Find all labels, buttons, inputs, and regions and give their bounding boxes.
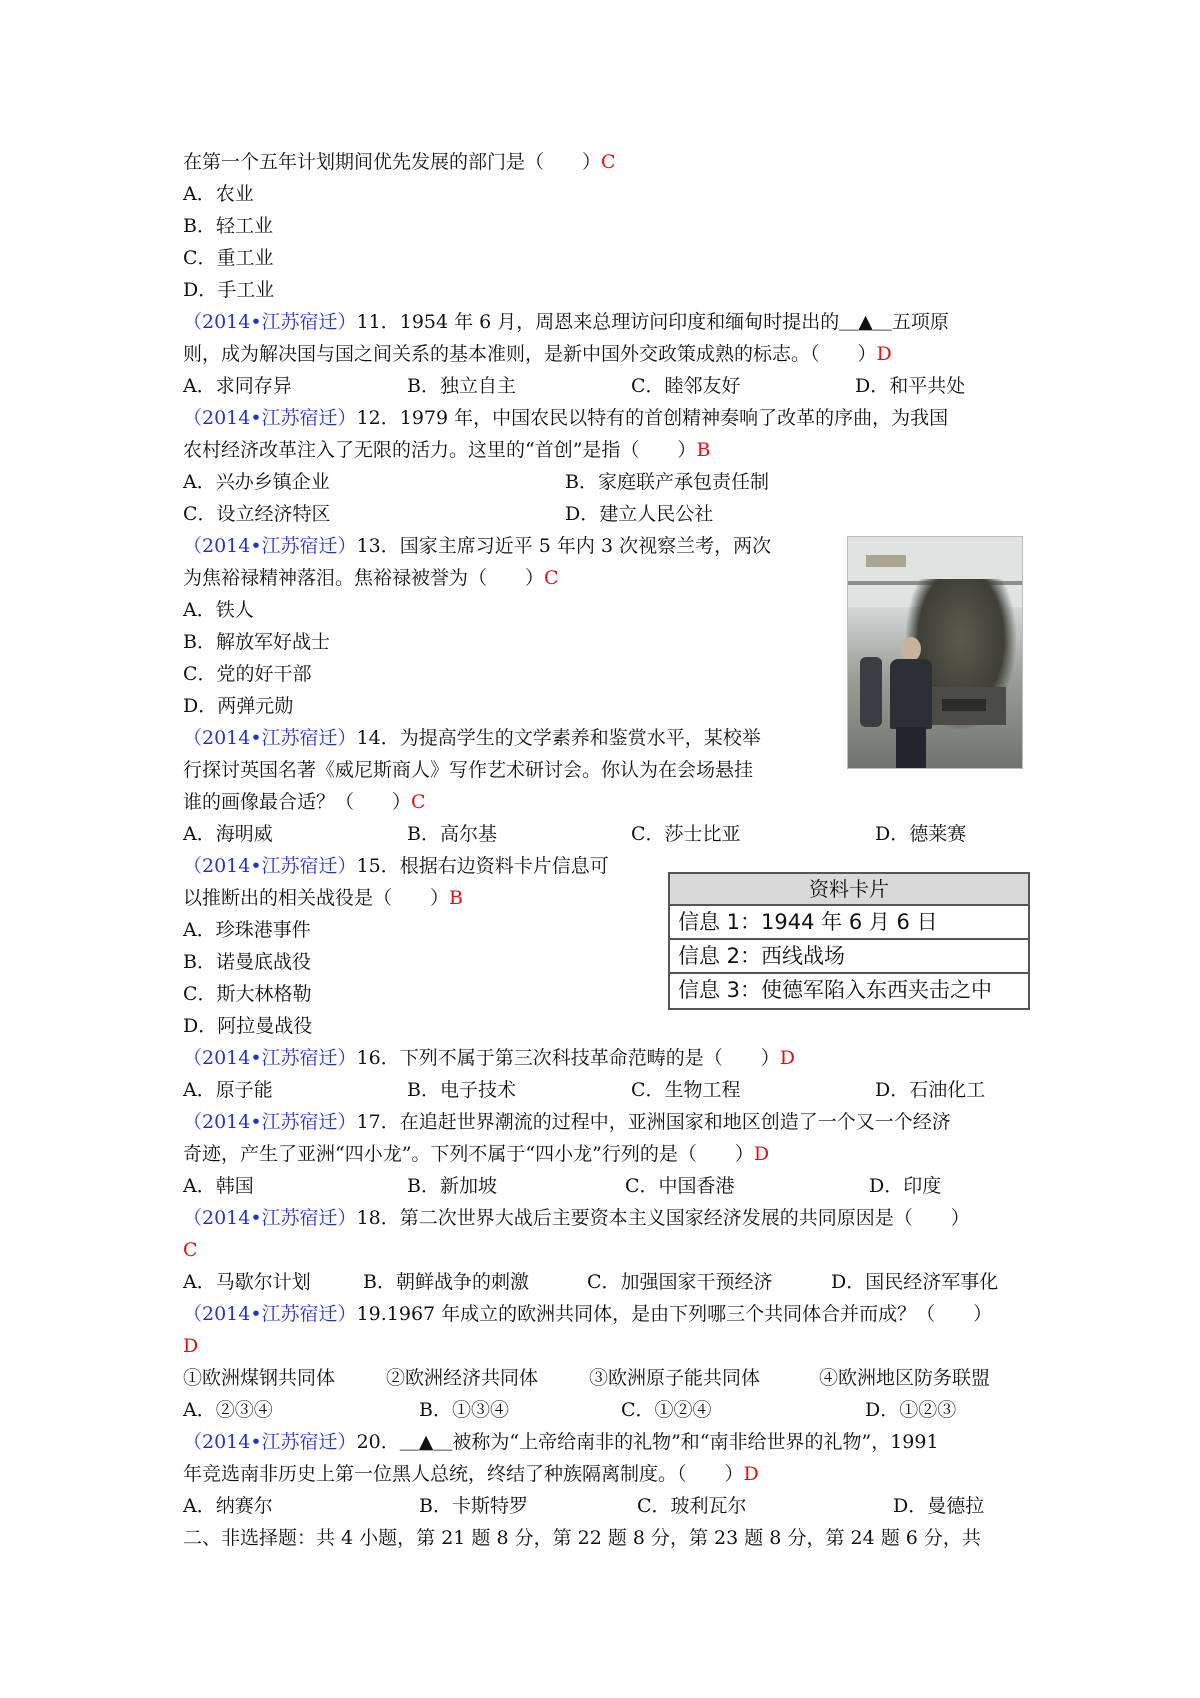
options-row bbox=[183, 1492, 984, 1520]
option: D．国民经济军事化 bbox=[831, 1271, 999, 1293]
options-row bbox=[183, 1172, 941, 1200]
item: ②欧洲经济共同体 bbox=[386, 1367, 539, 1389]
stem-text: 以推断出的相关战役是（ ） bbox=[183, 887, 450, 909]
question-17-stem bbox=[183, 1108, 951, 1136]
question-12-stem bbox=[183, 404, 948, 432]
answer-key: D bbox=[743, 1463, 759, 1485]
option: D．印度 bbox=[869, 1175, 942, 1197]
option: A．农业 bbox=[183, 183, 254, 205]
stem-text: 年竞选南非历史上第一位黑人总统，终结了种族隔离制度。（ ） bbox=[183, 1463, 744, 1485]
answer-key: B bbox=[696, 439, 711, 461]
question-16-stem bbox=[183, 1044, 795, 1072]
source-tag: （2014•江苏宿迁） bbox=[183, 727, 357, 749]
option: B．电子技术 bbox=[407, 1079, 516, 1101]
answer-key: D bbox=[876, 343, 892, 365]
answer-key: C bbox=[183, 1239, 198, 1261]
options-row bbox=[183, 500, 713, 528]
section-2-heading: 二、非选择题：共 4 小题，第 21 题 8 分，第 22 题 8 分，第 23 题 8 分，第 24 题 6 分，共 bbox=[183, 1527, 981, 1549]
option: A．②③④ bbox=[183, 1399, 273, 1421]
options-row bbox=[183, 1268, 998, 1296]
source-tag: （2014•江苏宿迁） bbox=[183, 1207, 357, 1229]
answer-key: D bbox=[779, 1047, 795, 1069]
option: C．党的好干部 bbox=[183, 663, 312, 685]
question-17-stem-cont bbox=[183, 1140, 769, 1168]
option: B．高尔基 bbox=[407, 823, 497, 845]
answer-key: C bbox=[544, 567, 559, 589]
option: C．重工业 bbox=[183, 247, 274, 269]
source-tag: （2014•江苏宿迁） bbox=[183, 1303, 357, 1325]
option: A．纳赛尔 bbox=[183, 1495, 273, 1517]
stem-text: 15．根据右边资料卡片信息可 bbox=[356, 855, 609, 877]
question-13-stem bbox=[183, 532, 771, 560]
question-14-stem-cont bbox=[183, 788, 426, 816]
question-18-stem bbox=[183, 1204, 970, 1232]
stem-text: 18．第二次世界大战后主要资本主义国家经济发展的共同原因是（ ） bbox=[356, 1207, 970, 1229]
option: B．解放军好战士 bbox=[183, 631, 330, 653]
option: D．和平共处 bbox=[855, 375, 966, 397]
source-tag: （2014•江苏宿迁） bbox=[183, 407, 357, 429]
option: D．曼德拉 bbox=[893, 1495, 985, 1517]
item: ③欧洲原子能共同体 bbox=[589, 1367, 761, 1389]
option: A．原子能 bbox=[183, 1079, 273, 1101]
background-person bbox=[860, 657, 882, 727]
stem-text: 奇迹，产生了亚洲“四小龙”。下列不属于“四小龙”行列的是（ ） bbox=[183, 1143, 754, 1165]
items-row bbox=[183, 1364, 990, 1392]
option: D．石油化工 bbox=[875, 1079, 986, 1101]
man-legs bbox=[896, 727, 926, 768]
stem-text: 在第一个五年计划期间优先发展的部门是（ ） bbox=[183, 151, 602, 173]
stem-text: 17．在追赶世界潮流的过程中，亚洲国家和地区创造了一个又一个经济 bbox=[356, 1111, 951, 1133]
question-20-stem-cont bbox=[183, 1460, 759, 1488]
option: D．阿拉曼战役 bbox=[183, 1015, 313, 1037]
option: B．诺曼底战役 bbox=[183, 951, 311, 973]
lankao-visit-photo bbox=[847, 536, 1023, 769]
source-tag: （2014•江苏宿迁） bbox=[183, 1047, 357, 1069]
stem-text: 20．＿▲＿被称为“上帝给南非的礼物”和“南非给世界的礼物”，1991 bbox=[356, 1431, 939, 1453]
option: D．手工业 bbox=[183, 279, 275, 301]
option: C．中国香港 bbox=[625, 1175, 735, 1197]
stem-text: 农村经济改革注入了无限的活力。这里的“首创”是指（ ） bbox=[183, 439, 697, 461]
info-card-row: 信息 2：西线战场 bbox=[670, 940, 1028, 974]
stem-text: 14．为提高学生的文学素养和鉴赏水平，某校举 bbox=[356, 727, 761, 749]
options-row bbox=[183, 1076, 985, 1104]
option: C．玻利瓦尔 bbox=[637, 1495, 747, 1517]
item: ④欧洲地区防务联盟 bbox=[819, 1367, 991, 1389]
question-13-stem-cont bbox=[183, 564, 559, 592]
option: B．家庭联产承包责任制 bbox=[565, 471, 769, 493]
walking-man bbox=[888, 637, 934, 768]
option: A．铁人 bbox=[183, 599, 254, 621]
answer-key: D bbox=[183, 1335, 199, 1357]
options-row bbox=[183, 468, 769, 496]
statue-plaque bbox=[942, 699, 986, 711]
answer-key: B bbox=[449, 887, 463, 909]
source-tag: （2014•江苏宿迁） bbox=[183, 1431, 357, 1453]
info-card-row: 信息 3：使德军陷入东西夹击之中 bbox=[678, 978, 993, 1002]
option: D．两弹元勋 bbox=[183, 695, 294, 717]
stem-text: 13．国家主席习近平 5 年内 3 次视察兰考，两次 bbox=[356, 535, 772, 557]
source-tag: （2014•江苏宿迁） bbox=[183, 1111, 357, 1133]
info-card-row: 信息 1：1944 年 6 月 6 日 bbox=[670, 906, 1028, 940]
source-tag: （2014•江苏宿迁） bbox=[183, 535, 357, 557]
option: A．珍珠港事件 bbox=[183, 919, 311, 941]
option: D．①②③ bbox=[865, 1399, 957, 1421]
option: B．①③④ bbox=[419, 1399, 509, 1421]
question-10-stem bbox=[183, 148, 616, 176]
answer-key: C bbox=[411, 791, 426, 813]
option: B．新加坡 bbox=[407, 1175, 497, 1197]
option: C．斯大林格勒 bbox=[183, 983, 312, 1005]
option: C．设立经济特区 bbox=[183, 503, 331, 525]
question-11-stem-cont bbox=[183, 340, 892, 368]
source-tag: （2014•江苏宿迁） bbox=[183, 855, 357, 877]
option: A．海明威 bbox=[183, 823, 273, 845]
stem-text: 19.1967 年成立的欧洲共同体，是由下列哪三个共同体合并而成？（ ） bbox=[356, 1303, 993, 1325]
stem-text: 为焦裕禄精神落泪。焦裕禄被誉为（ ） bbox=[183, 567, 545, 589]
option: C．①②④ bbox=[621, 1399, 712, 1421]
man-head bbox=[901, 637, 921, 661]
option: B．独立自主 bbox=[407, 375, 516, 397]
building-sign bbox=[866, 555, 906, 567]
info-card bbox=[668, 872, 1030, 1010]
man-coat bbox=[890, 659, 932, 729]
source-tag: （2014•江苏宿迁） bbox=[183, 311, 357, 333]
options-row bbox=[183, 372, 965, 400]
option: C．生物工程 bbox=[631, 1079, 741, 1101]
option: B．轻工业 bbox=[183, 215, 273, 237]
options-row bbox=[183, 1396, 956, 1424]
question-14-stem-cont: 行探讨英国名著《威尼斯商人》写作艺术研讨会。你认为在会场悬挂 bbox=[183, 759, 754, 781]
option: A．求同存异 bbox=[183, 375, 292, 397]
option: D．建立人民公社 bbox=[565, 503, 714, 525]
question-11-stem bbox=[183, 308, 949, 336]
stem-text: 16．下列不属于第三次科技革命范畴的是（ ） bbox=[356, 1047, 780, 1069]
option: B．朝鲜战争的刺激 bbox=[363, 1271, 529, 1293]
question-15-stem-cont bbox=[183, 884, 463, 912]
info-card-title: 资料卡片 bbox=[670, 874, 1028, 906]
option: C．加强国家干预经济 bbox=[587, 1271, 773, 1293]
option: A．韩国 bbox=[183, 1175, 254, 1197]
question-19-stem bbox=[183, 1300, 992, 1328]
option: A．马歇尔计划 bbox=[183, 1271, 311, 1293]
option: C．莎士比亚 bbox=[631, 823, 741, 845]
option: C．睦邻友好 bbox=[631, 375, 741, 397]
options-row bbox=[183, 820, 966, 848]
question-15-stem bbox=[183, 852, 609, 880]
item: ①欧洲煤钢共同体 bbox=[183, 1367, 336, 1389]
stem-text: 12．1979 年，中国农民以特有的首创精神奏响了改革的序曲，为我国 bbox=[356, 407, 949, 429]
option: D．德莱赛 bbox=[875, 823, 967, 845]
stem-text: 则，成为解决国与国之间关系的基本准则，是新中国外交政策成熟的标志。（ ） bbox=[183, 343, 877, 365]
question-14-stem bbox=[183, 724, 761, 752]
answer-key: C bbox=[601, 151, 616, 173]
stem-text: 11．1954 年 6 月，周恩来总理访问印度和缅甸时提出的＿▲＿五项原 bbox=[356, 311, 949, 333]
answer-key: D bbox=[753, 1143, 770, 1165]
question-20-stem bbox=[183, 1428, 939, 1456]
option: B．卡斯特罗 bbox=[419, 1495, 528, 1517]
stem-text: 谁的画像最合适？（ ） bbox=[183, 791, 412, 813]
option: A．兴办乡镇企业 bbox=[183, 471, 330, 493]
question-12-stem-cont bbox=[183, 436, 710, 464]
